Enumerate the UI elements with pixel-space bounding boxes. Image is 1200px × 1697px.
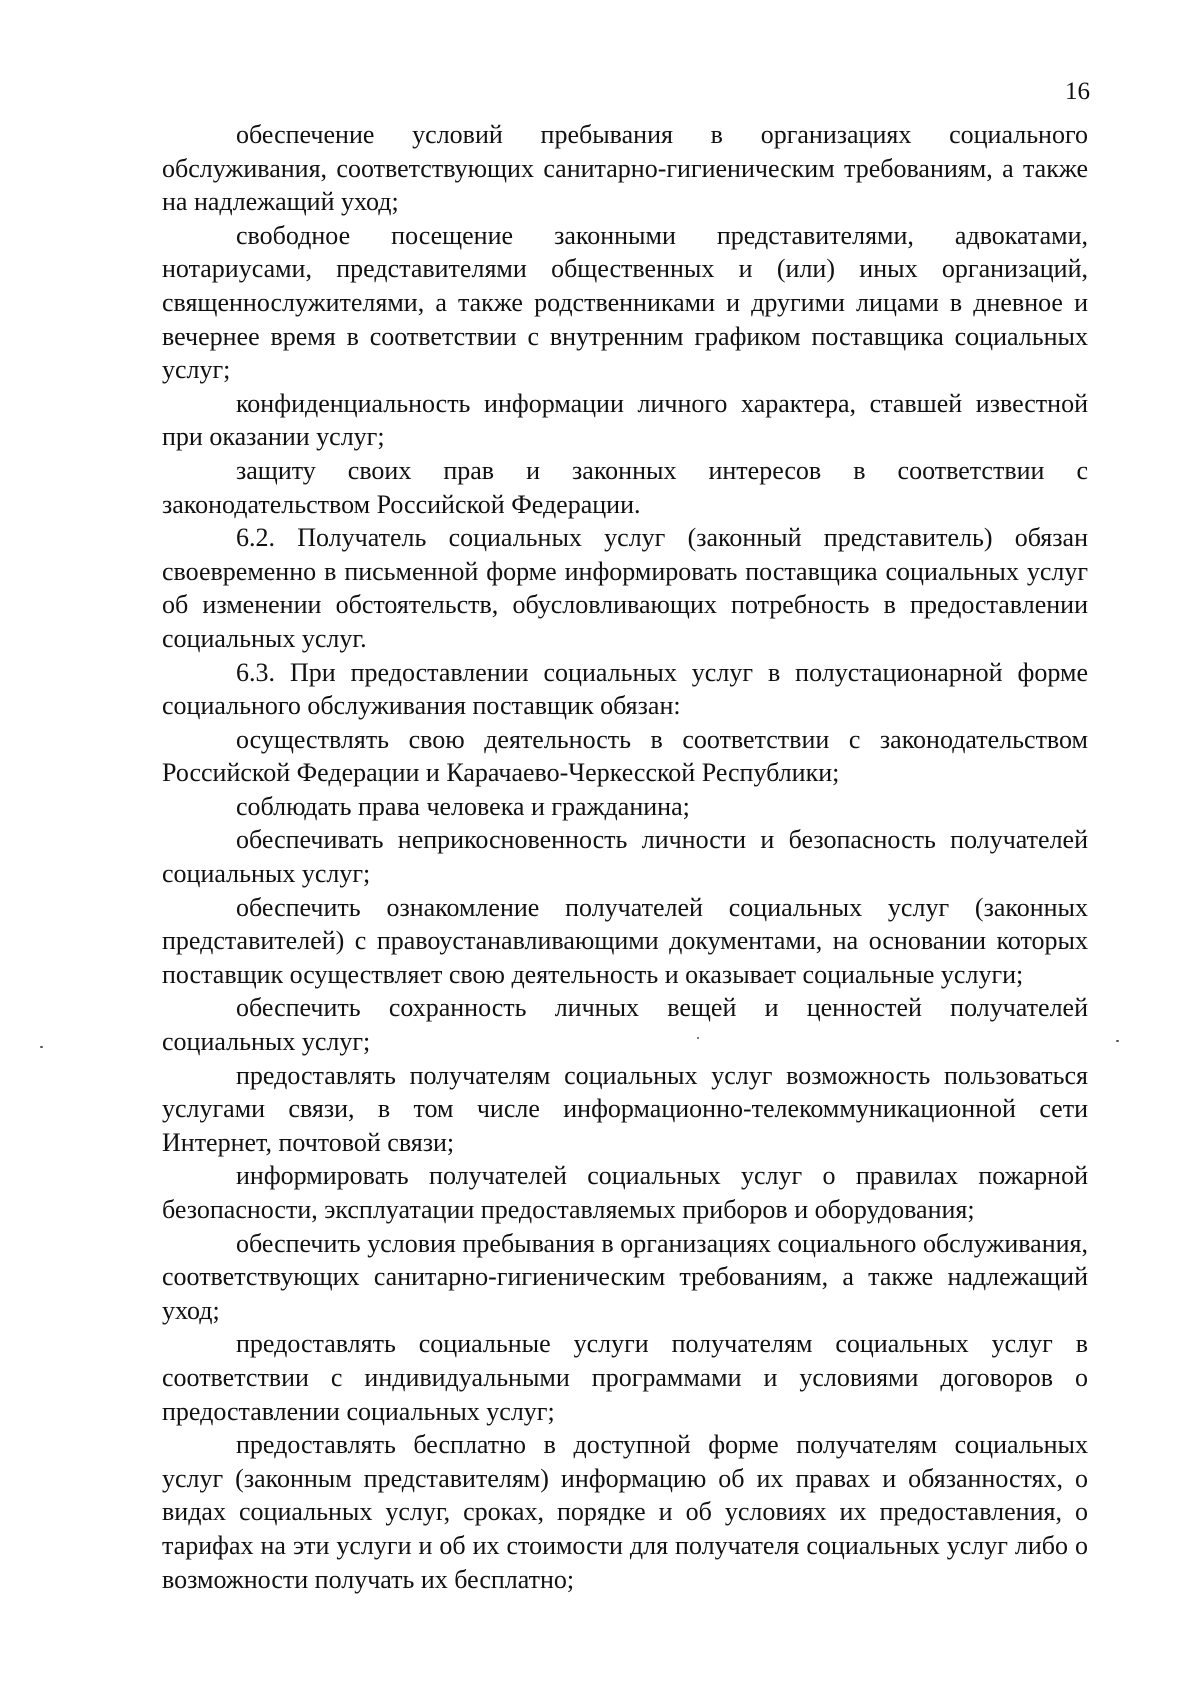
- paragraph: обеспечить сохранность личных вещей и ценностей получателей социальных услуг;: [162, 993, 1088, 1057]
- paragraph: обеспечение условий пребывания в организациях социального обслуживания, соответствующих санитарно-гигиеническим требованиям, а также на надлежащий уход;: [162, 120, 1088, 217]
- paragraph: предоставлять получателям социальных услуг возможность пользоваться услугами связи, в том числе информационно-телекоммуникационной сети Интернет, почтовой связи;: [162, 1060, 1088, 1157]
- scan-speck: [1116, 1040, 1119, 1042]
- paragraph: защиту своих прав и законных интересов в соответствии с законодательством Российской Федерации.: [162, 455, 1088, 519]
- paragraph: 6.3. При предоставлении социальных услуг в полустационарной форме социального обслуживания поставщик обязан:: [162, 657, 1088, 721]
- paragraph: обеспечивать неприкосновенность личности и безопасность получателей социальных услуг;: [162, 825, 1088, 889]
- page-number: 16: [1065, 78, 1090, 105]
- paragraph: обеспечить условия пребывания в организациях социального обслуживания, соответствующих санитарно-гигиеническим требованиям, а также надлежащий уход;: [162, 1228, 1088, 1325]
- paragraph: осуществлять свою деятельность в соответствии с законодательством Российской Федерации и Карачаево-Черкесской Республики;: [162, 724, 1088, 788]
- scan-speck: [40, 1046, 43, 1048]
- paragraph: 6.2. Получатель социальных услуг (законный представитель) обязан своевременно в письменной форме информировать поставщика социальных услуг об изменении обстоятельств, обусловливающих потребность в предоставлении социальных услуг.: [162, 523, 1088, 653]
- paragraph: конфиденциальность информации личного характера, ставшей известной при оказании услуг;: [162, 388, 1088, 452]
- paragraph: предоставлять бесплатно в доступной форме получателям социальных услуг (законным представителям) информацию об их правах и обязанностях, о видах социальных услуг, сроках, порядке и об условиях их предоставления, о тарифах на эти услуги и об их стоимости для получателя социальных услуг либо о возможности получать их бесплатно;: [162, 1430, 1088, 1594]
- paragraph: свободное посещение законными представителями, адвокатами, нотариусами, представителями общественных и (или) иных организаций, священнослужителями, а также родственниками и другими лицами в дневное и вечернее время в соответствии с внутренним графиком поставщика социальных услуг;: [162, 220, 1088, 385]
- paragraph: соблюдать права человека и гражданина;: [236, 791, 690, 821]
- paragraph: обеспечить ознакомление получателей социальных услуг (законных представителей) с правоустанавливающими документами, на основании которых поставщик осуществляет свою деятельность и оказывает социальные услуги;: [162, 892, 1088, 989]
- document-body: [162, 118, 1088, 1596]
- scan-speck: [697, 1037, 699, 1039]
- paragraph: информировать получателей социальных услуг о правилах пожарной безопасности, эксплуатации предоставляемых приборов и оборудования;: [162, 1161, 1088, 1224]
- paragraph: предоставлять социальные услуги получателям социальных услуг в соответствии с индивидуальными программами и условиями договоров о предоставлении социальных услуг;: [162, 1329, 1088, 1426]
